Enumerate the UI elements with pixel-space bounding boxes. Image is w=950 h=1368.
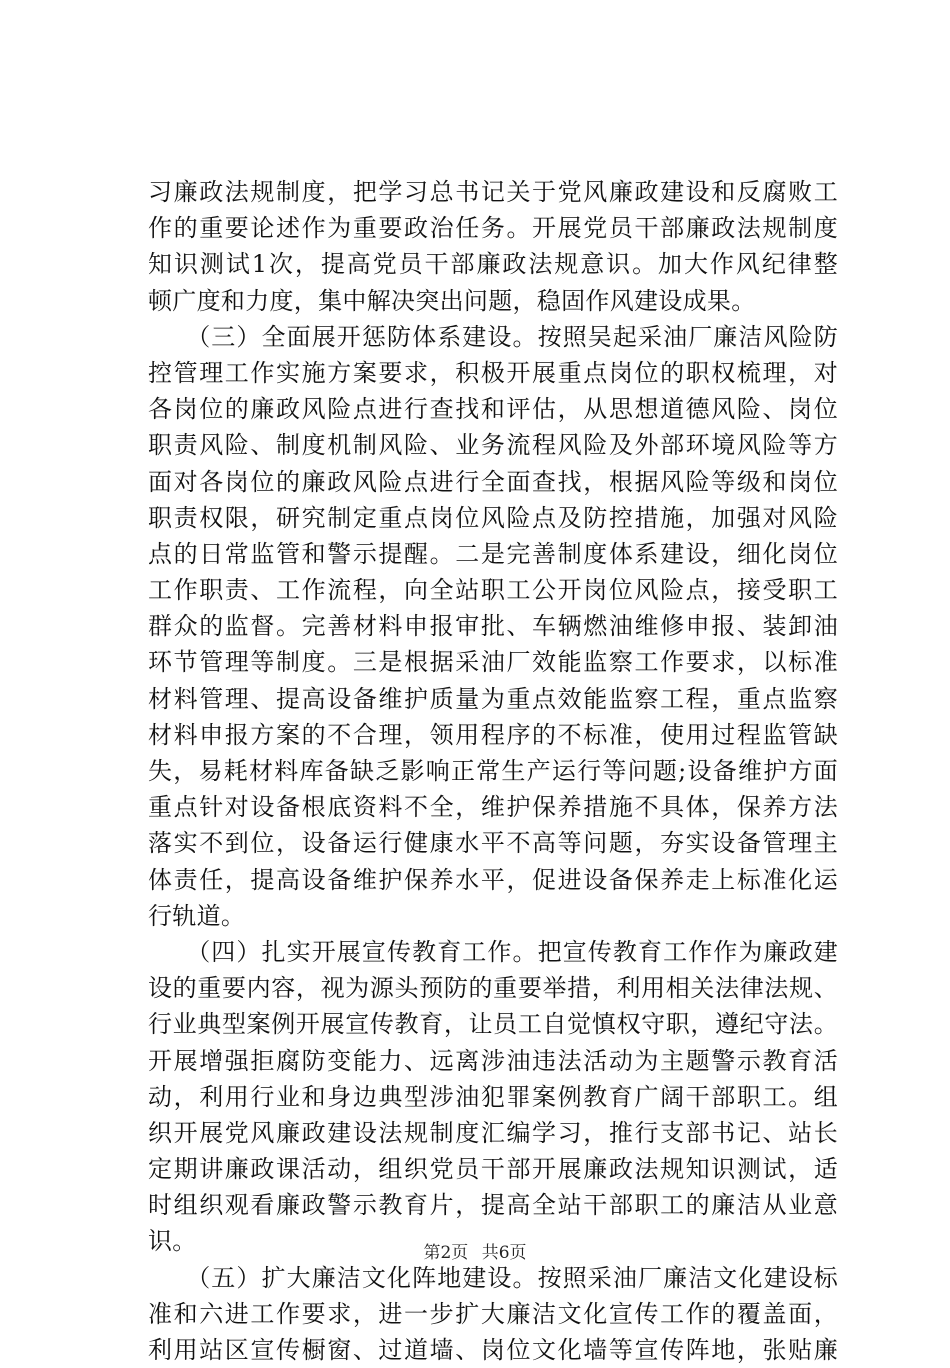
text-line: 行业典型案例开展宣传教育，让员工自觉慎权守职，遵纪守法。 (148, 1010, 838, 1039)
text-line: 准和六进工作要求，进一步扩大廉洁文化宣传工作的覆盖面， (148, 1299, 838, 1328)
text-line: 利用站区宣传橱窗、过道墙、岗位文化墙等宣传阵地，张贴廉 (148, 1336, 838, 1364)
body-text (148, 174, 838, 1368)
text-line: 定期讲廉政课活动，组织党员干部开展廉政法规知识测试，适 (148, 1155, 838, 1184)
text-line: 职责权限，研究制定重点岗位风险点及防控措施，加强对风险 (148, 503, 838, 532)
text-line: 开展增强拒腐防变能力、远离涉油违法活动为主题警示教育活 (148, 1046, 838, 1075)
text-line: 工作职责、工作流程，向全站职工公开岗位风险点，接受职工 (148, 576, 838, 605)
text-line: 时组织观看廉政警示教育片，提高全站干部职工的廉洁从业意 (148, 1191, 838, 1220)
text-line: （五）扩大廉洁文化阵地建设。按照采油厂廉洁文化建设标 (148, 1263, 838, 1292)
text-line: 面对各岗位的廉政风险点进行全面查找，根据风险等级和岗位 (148, 467, 838, 496)
text-line: 织开展党风廉政建设法规制度汇编学习，推行支部书记、站长 (148, 1118, 838, 1147)
page-number: 第2页 (423, 1243, 469, 1263)
text-line: 顿广度和力度，集中解决突出问题，稳固作风建设成果。 (148, 286, 756, 315)
text-line: 识。 (148, 1227, 197, 1256)
text-line: （四）扎实开展宣传教育工作。把宣传教育工作作为廉政建 (148, 937, 838, 966)
text-line: 材料管理、提高设备维护质量为重点效能监察工程，重点监察 (148, 684, 838, 713)
text-line: 行轨道。 (148, 901, 246, 930)
text-line: 重点针对设备根底资料不全，维护保养措施不具体，保养方法 (148, 793, 838, 822)
text-line: 体责任，提高设备维护保养水平，促进设备保养走上标准化运 (148, 865, 838, 894)
text-line: 环节管理等制度。三是根据采油厂效能监察工作要求，以标准 (148, 648, 838, 677)
text-line: 控管理工作实施方案要求，积极开展重点岗位的职权梳理，对 (148, 358, 838, 387)
text-line: 落实不到位，设备运行健康水平不高等问题，夯实设备管理主 (148, 829, 838, 858)
text-line: 失，易耗材料库备缺乏影响正常生产运行等问题;设备维护方面 (148, 757, 838, 785)
text-line: 动，利用行业和身边典型涉油犯罪案例教育广阔干部职工。组 (148, 1082, 838, 1111)
page-total: 共6页 (481, 1243, 527, 1263)
text-line: 作的重要论述作为重要政治任务。开展党员干部廉政法规制度 (148, 214, 838, 243)
text-line: 材料申报方案的不合理，领用程序的不标准，使用过程监管缺 (148, 720, 838, 749)
text-line: 群众的监督。完善材料申报审批、车辆燃油维修申报、装卸油 (148, 612, 838, 641)
text-line: 点的日常监管和警示提醒。二是完善制度体系建设，细化岗位 (148, 539, 838, 568)
text-line: 知识测试1次，提高党员干部廉政法规意识。加大作风纪律整 (148, 250, 838, 279)
text-line: 习廉政法规制度，把学习总书记关于党风廉政建设和反腐败工 (148, 178, 838, 206)
text-line: 职责风险、制度机制风险、业务流程风险及外部环境风险等方 (148, 431, 838, 460)
text-line: 设的重要内容，视为源头预防的重要举措，利用相关法律法规、 (148, 974, 838, 1003)
text-line: （三）全面展开惩防体系建设。按照吴起采油厂廉洁风险防 (148, 322, 838, 351)
text-line: 各岗位的廉政风险点进行查找和评估，从思想道德风险、岗位 (148, 395, 838, 424)
page-footer (0, 1238, 950, 1263)
